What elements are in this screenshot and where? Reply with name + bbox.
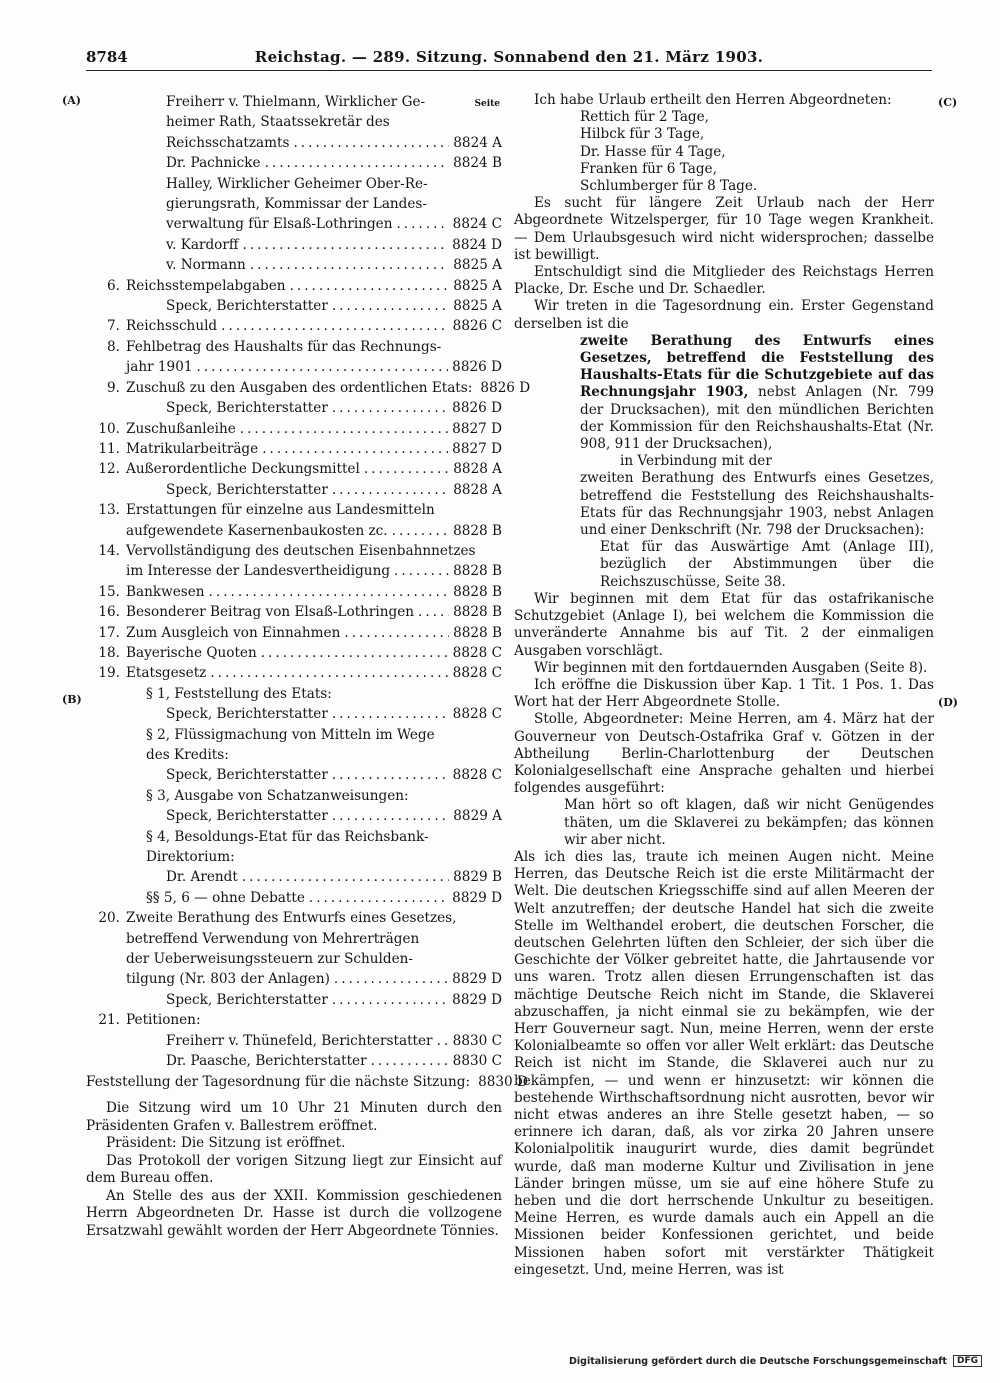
toc-page-ref: 8829 D	[452, 889, 502, 906]
toc-item	[86, 500, 502, 541]
toc-leader-dots	[250, 255, 449, 275]
toc-item-number: 6.	[107, 277, 120, 294]
toc-item	[86, 704, 502, 724]
toc-item	[86, 725, 502, 766]
toc-item	[86, 153, 502, 173]
toc-item	[86, 602, 502, 622]
excused-paragraph: Entschuldigt sind die Mitglieder des Reichstags Herren Placke, Dr. Esche und Dr. Schaedler.	[514, 264, 934, 298]
toc-item	[86, 888, 502, 908]
toc-item-title: Reichsschuld	[126, 318, 218, 335]
toc-item	[86, 235, 502, 255]
margin-mark-c: (C)	[938, 96, 958, 109]
toc-item-title: Zum Ausgleich von Einnahmen	[126, 624, 341, 641]
toc-item-title: Bayerische Quoten	[126, 644, 257, 661]
toc-item-number: 18.	[98, 644, 120, 661]
opening-paragraph: Die Sitzung wird um 10 Uhr 21 Minuten durch den Präsidenten Grafen v. Ballestrem eröffnet.	[86, 1099, 502, 1134]
toc-item-title: im Interesse der Landesvertheidigung	[126, 563, 391, 580]
toc-item-text-line: § 4, Besoldungs-Etat für das Reichsbank-	[146, 828, 429, 845]
quote-paragraph: Man hört so oft klagen, daß wir nicht Genügendes thäten, um die Sklaverei zu bekämpfen; das können wir aber nicht.	[564, 797, 934, 848]
toc-item-text-line: Fehlbetrag des Haushalts für das Rechnungs-	[126, 338, 442, 355]
page-number: 8784	[86, 48, 128, 66]
toc-item	[86, 1051, 502, 1071]
toc-item-title: Reichsstempelabgaben	[126, 277, 286, 294]
toc-page-ref: 8829 B	[453, 869, 502, 886]
toc-page-ref: 8829 A	[453, 808, 502, 825]
toc-item-number: 11.	[98, 440, 120, 457]
toc-item	[86, 316, 502, 336]
toc-leader-dots	[197, 357, 449, 377]
toc-item	[86, 174, 502, 235]
toc-item-title: Besonderer Beitrag von Elsaß-Lothringen	[126, 604, 415, 621]
toc-page-ref: 8825 A	[453, 298, 502, 315]
seite-label: Seite	[474, 99, 500, 109]
toc-page-ref: 8824 C	[452, 216, 502, 233]
agenda-item-1-details: nebst Anlagen (Nr. 799 der Drucksachen), mit den mündlichen Berichten der Kommission für den Reichshaushalts-Etat (Nr. 908, 911 der Drucksachen),	[580, 384, 934, 453]
toc-item-number: 21.	[98, 1012, 120, 1029]
toc-page-ref: 8828 B	[453, 624, 502, 641]
urlaub-request-paragraph: Es sucht für längere Zeit Urlaub nach der Herr Abgeordnete Witzelsperger, für 10 Tage wegen Krankheit. — Dem Urlaubsgesuch wird nicht widersprochen; dasselbe ist bewilligt.	[514, 195, 934, 263]
toc-item-title: v. Normann	[166, 257, 246, 274]
agenda-item-3: Etat für das Auswärtige Amt (Anlage III), bezüglich der Abstimmungen über die Reichszuschüsse, Seite 38.	[600, 539, 934, 590]
toc-page-ref: 8826 D	[452, 400, 502, 417]
toc-item	[86, 765, 502, 785]
toc-item	[86, 663, 502, 683]
footer	[569, 1355, 982, 1367]
toc-item-title: Speck, Berichterstatter	[166, 298, 328, 315]
toc-leader-dots	[332, 765, 449, 785]
commission-paragraph: An Stelle des aus der XXII. Kommission geschiedenen Herrn Abgeordneten Dr. Hasse ist durch die vollzogene Ersatzwahl gewählt worden der Herr Abgeordnete Tönnies.	[86, 1187, 502, 1240]
toc-item-number: 10.	[98, 420, 120, 437]
toc-item-text-line: heimer Rath, Staatssekretär des	[166, 114, 390, 131]
ausgaben-paragraph: Wir beginnen mit den fortdauernden Ausgaben (Seite 8).	[534, 659, 928, 676]
toc-item-text-line: § 1, Feststellung des Etats:	[146, 685, 332, 702]
margin-mark-d: (D)	[938, 696, 958, 709]
toc-item-title: jahr 1901	[126, 359, 193, 376]
toc-item-text-line: Vervollständigung des deutschen Eisenbahnnetzes	[126, 542, 476, 559]
toc-page-ref: 8828 B	[453, 522, 502, 539]
toc-item-title: Speck, Berichterstatter	[166, 991, 328, 1008]
toc-item-number: 15.	[98, 583, 120, 600]
toc-item-title: Speck, Berichterstatter	[166, 767, 328, 784]
toc-page-ref: 8828 B	[453, 583, 502, 600]
left-column	[86, 92, 531, 1241]
toc-leader-dots	[265, 153, 450, 173]
toc-item-title: Speck, Berichterstatter	[166, 808, 328, 825]
toc-item	[86, 459, 502, 479]
toc-item-text-line: Petitionen:	[126, 1012, 201, 1029]
toc-page-ref: 8825 A	[453, 277, 502, 294]
toc-page-ref: 8830 C	[452, 1053, 502, 1070]
agenda-item-2: zweiten Berathung des Entwurfs eines Gesetzes, betreffend die Feststellung des Reichshaushalts-Etats für das Rechnungsjahr 1903, nebst Anlagen und einer Denkschrift (Nr. 798 der Drucksachen):	[580, 470, 934, 539]
toc-item-number: 12.	[98, 461, 120, 478]
toc-item-number: 20.	[98, 910, 120, 927]
toc-item	[86, 827, 502, 868]
footer-credit: Digitalisierung gefördert durch die Deutsche Forschungsgemeinschaft	[569, 1355, 947, 1367]
toc-leader-dots	[332, 296, 449, 316]
toc-item-title: Speck, Berichterstatter	[166, 706, 328, 723]
in-connection-line: in Verbindung mit der	[620, 453, 772, 470]
toc-page-ref: 8828 A	[453, 481, 502, 498]
toc-page-ref: 8824 A	[453, 134, 502, 151]
toc-page-ref: 8830 C	[452, 1032, 502, 1049]
toc-item-number: 17.	[98, 624, 120, 641]
toc-item	[86, 419, 502, 439]
toc-item-text-line: des Kredits:	[146, 747, 229, 763]
toc-item-number: 8.	[107, 338, 120, 355]
toc-item	[86, 990, 502, 1010]
toc-page-ref: 8827 D	[452, 420, 502, 437]
urlaub-list	[514, 109, 934, 195]
toc-item	[86, 398, 502, 418]
toc-item-title: Speck, Berichterstatter	[166, 481, 328, 498]
toc-item-title: Dr. Paasche, Berichterstatter	[166, 1053, 367, 1070]
toc-page-ref: 8828 C	[452, 644, 502, 661]
toc-item-text-line: Zweite Berathung des Entwurfs eines Gesetzes,	[126, 910, 457, 927]
toc-item	[86, 337, 502, 378]
toc-item	[86, 684, 502, 704]
toc-leader-dots	[332, 990, 448, 1010]
toc-item	[86, 255, 502, 275]
toc-item-text-line: Halley, Wirklicher Geheimer Ober-Re-	[166, 175, 428, 192]
toc-item-text-line: Erstattungen für einzelne aus Landesmitteln	[126, 502, 435, 519]
toc-item	[86, 1010, 502, 1030]
toc-leader-dots	[364, 459, 449, 479]
toc-leader-dots	[332, 704, 449, 724]
toc-item-title: tilgung (Nr. 803 der Anlagen)	[126, 971, 330, 988]
toc-item	[86, 786, 502, 806]
toc-item-text-line: gierungsrath, Kommissar der Landes-	[166, 196, 427, 213]
margin-mark-a: (A)	[62, 94, 81, 107]
toc-item	[86, 92, 502, 153]
toc-item-title: aufgewendete Kasernenbaukosten zc.	[126, 522, 388, 539]
toc-page-ref: 8829 D	[452, 991, 502, 1008]
toc-page-ref: 8826 C	[452, 318, 502, 335]
page-header	[86, 48, 932, 71]
toc-item-title: Feststellung der Tagesordnung für die nächste Sitzung:	[86, 1073, 471, 1090]
urlaub-entry: Franken für 6 Tage,	[580, 160, 717, 177]
toc-leader-dots	[334, 969, 448, 989]
toc-item	[86, 1031, 502, 1051]
toc-page-ref: 8826 D	[452, 359, 502, 376]
toc-leader-dots	[261, 643, 449, 663]
president-paragraph: Präsident: Die Sitzung ist eröffnet.	[106, 1135, 346, 1152]
toc-item	[86, 867, 502, 887]
toc-page-ref: 8824 D	[452, 236, 502, 253]
toc-page-ref: 8830 D	[478, 1073, 528, 1090]
ostafrika-paragraph: Wir beginnen mit dem Etat für das ostafrikanische Schutzgebiet (Anlage I), bei welchem die Kommission die unveränderte Annahme bis auf Tit. 2 der einmaligen Ausgaben vorschlägt.	[514, 590, 934, 659]
toc-item	[86, 296, 502, 316]
toc-item-title: Bankwesen	[126, 583, 205, 600]
toc-page-ref: 8828 C	[452, 706, 502, 723]
toc-item-text-line: § 3, Ausgabe von Schatzanweisungen:	[146, 787, 409, 804]
toc-leader-dots	[344, 623, 449, 643]
toc-item-title: Zuschuß zu den Ausgaben des ordentlichen Etats:	[126, 379, 473, 396]
toc-item-number: 14.	[98, 542, 120, 559]
toc-page-ref: 8828 C	[452, 767, 502, 784]
toc-leader-dots	[309, 888, 448, 908]
toc-page-ref: 8825 A	[453, 257, 502, 274]
toc-item-title: §§ 5, 6 — ohne Debatte	[146, 889, 305, 906]
toc-item	[86, 623, 502, 643]
toc-leader-dots	[418, 602, 449, 622]
toc-item-text-line: Direktorium:	[146, 849, 235, 866]
toc-item	[86, 439, 502, 459]
toc-leader-dots	[332, 806, 449, 826]
discussion-paragraph: Ich eröffne die Diskussion über Kap. 1 Tit. 1 Pos. 1. Das Wort hat der Herr Abgeordnete Stolle.	[514, 676, 934, 711]
toc-item-title: Freiherr v. Thünefeld, Berichterstatter	[166, 1032, 433, 1049]
toc-item-title: Etatsgesetz	[126, 665, 207, 682]
toc-item-text-line: § 2, Flüssigmachung von Mitteln im Wege	[146, 726, 435, 743]
urlaub-entry: Schlumberger für 8 Tage.	[580, 178, 758, 195]
toc-item-title: verwaltung für Elsaß-Lothringen	[166, 216, 393, 233]
toc-leader-dots	[437, 1031, 449, 1051]
toc-item-title: v. Kardorff	[166, 236, 239, 253]
toc-page-ref: 8829 D	[452, 971, 502, 988]
toc-item	[86, 643, 502, 663]
toc-leader-dots	[243, 235, 449, 255]
toc-item	[86, 378, 531, 398]
toc-item-title: Dr. Pachnicke	[166, 155, 261, 172]
toc-leader-dots	[396, 214, 448, 234]
right-column	[514, 92, 934, 1279]
toc-item-title: Reichsschatzamts	[166, 134, 290, 151]
toc-item	[86, 480, 502, 500]
toc-item	[86, 1072, 528, 1092]
toc-item	[86, 276, 502, 296]
toc-leader-dots	[371, 1051, 449, 1071]
urlaub-entry: Rettich für 2 Tage,	[580, 109, 710, 126]
table-of-contents	[86, 92, 531, 1092]
toc-page-ref: 8826 D	[480, 379, 531, 396]
toc-item	[86, 541, 502, 582]
urlaub-intro: Ich habe Urlaub ertheilt den Herren Abgeordneten:	[534, 92, 892, 108]
toc-leader-dots	[394, 561, 449, 581]
dfg-logo: DFG	[953, 1355, 982, 1367]
toc-leader-dots	[392, 521, 449, 541]
toc-page-ref: 8828 C	[452, 665, 502, 682]
toc-leader-dots	[209, 582, 450, 602]
toc-item-title: Außerordentliche Deckungsmittel	[126, 461, 360, 478]
toc-leader-dots	[332, 398, 448, 418]
toc-item-title: Matrikularbeiträge	[126, 440, 259, 457]
toc-item	[86, 582, 502, 602]
toc-page-ref: 8828 B	[453, 563, 502, 580]
toc-item-title: Dr. Arendt	[166, 869, 238, 886]
toc-leader-dots	[221, 316, 449, 336]
toc-leader-dots	[293, 133, 449, 153]
toc-page-ref: 8827 D	[452, 440, 502, 457]
toc-leader-dots	[240, 419, 448, 439]
agenda-item-1-title: zweite Berathung des Entwurfs eines Gesetzes, betreffend die Feststellung des Haushalts-Etats für die Schutzgebiete auf das Rechnungsjahr 1903,	[580, 332, 934, 401]
running-title: Reichstag. — 289. Sitzung. Sonnabend den 21. März 1903.	[254, 48, 764, 66]
toc-leader-dots	[290, 276, 450, 296]
urlaub-entry: Hilbck für 3 Tage,	[580, 126, 705, 143]
toc-item-text-line: Freiherr v. Thielmann, Wirklicher Ge-	[166, 94, 426, 110]
stolle-paragraph: Stolle, Abgeordneter: Meine Herren, am 4. März hat der Gouverneur von Deutsch-Ostafrika Graf v. Götzen in der Abtheilung Berlin-Charlottenburg der Deutschen Kolonialgesellschaft eine Ansprache gehalten und hierbei folgendes ausgeführt:	[514, 711, 934, 797]
stolle-speech-paragraph: Als ich dies las, traute ich meinen Augen nicht. Meine Herren, das Deutsche Reich ist die erste Militärmacht der Welt. Die deutschen Kriegsschiffe sind auf allen Meeren der Welt anzutreffen; der deutsche Handel hat sich die zweite Stelle im Welthandel erobert, die deutschen Forscher, die deutschen Gelehrten lüften den Schleier, der sich über die Geschichte der Völker gebreitet hatte, die Jahrtausende vor uns waren. Trotz allen diesen Errungenschaften ist das mächtige Deutsche Reich nicht im Stande, die Sklaverei abzuschaffen, ja nicht einmal sie zu bekämpfen, wie der Herr Gouverneur sagt. Nun, meine Herren, wenn der erste Kolonialbeamte so offen vor aller Welt erklärt: das Deutsche Reich ist nicht im Stande, die Sklaverei auch nur zu bekämpfen, — und wenn er hinzusetzt: wir können die bestehende Wirthschaftsordnung nicht ausrotten, bevor wir nicht etwas anderes an ihre Stelle gesetzt haben, — so erinnere ich daran, daß, als vor zirka 20 Jahren unsere Kolonialpolitik inaugurirt wurde, dies damit begründet wurde, daß man moderne Kultur und Zivilisation in jene Länder bringen müsse, um sie auf eine höhere Stufe zu heben und die dort herrschende Unkultur zu beseitigen. Meine Herren, es wurde damals auch ein Appell an die Missionen beider Konfessionen gerichtet, und beide Missionen haben sofort mit verstärkter Thätigkeit eingesetzt. Und, meine Herren, was ist	[514, 848, 934, 1278]
toc-item	[86, 806, 502, 826]
toc-item-number: 7.	[107, 318, 120, 335]
agenda-item-1	[514, 333, 934, 453]
toc-item-number: 13.	[98, 502, 120, 519]
protocol-paragraph: Das Protokoll der vorigen Sitzung liegt zur Einsicht auf dem Bureau offen.	[86, 1152, 502, 1187]
toc-item-title: Speck, Berichterstatter	[166, 400, 328, 417]
toc-page-ref: 8828 A	[453, 461, 502, 478]
toc-item-title: Zuschußanleihe	[126, 420, 236, 437]
toc-page-ref: 8828 B	[453, 604, 502, 621]
toc-page-ref: 8824 B	[453, 155, 502, 172]
urlaub-entry: Dr. Hasse für 4 Tage,	[580, 143, 726, 160]
toc-item	[86, 908, 502, 990]
toc-item-number: 9.	[107, 379, 120, 396]
toc-leader-dots	[242, 867, 449, 887]
toc-leader-dots	[262, 439, 448, 459]
toc-leader-dots	[332, 480, 449, 500]
toc-item-text-line: der Ueberweisungssteuern zur Schulden-	[126, 951, 413, 968]
toc-item-number: 19.	[98, 665, 120, 682]
agenda-paragraph: Wir treten in die Tagesordnung ein. Erster Gegenstand derselben ist die	[514, 298, 934, 332]
toc-item-text-line: betreffend Verwendung von Mehrerträgen	[126, 930, 420, 947]
toc-leader-dots	[210, 663, 448, 683]
margin-mark-b: (B)	[62, 693, 82, 706]
toc-item-number: 16.	[98, 604, 120, 621]
